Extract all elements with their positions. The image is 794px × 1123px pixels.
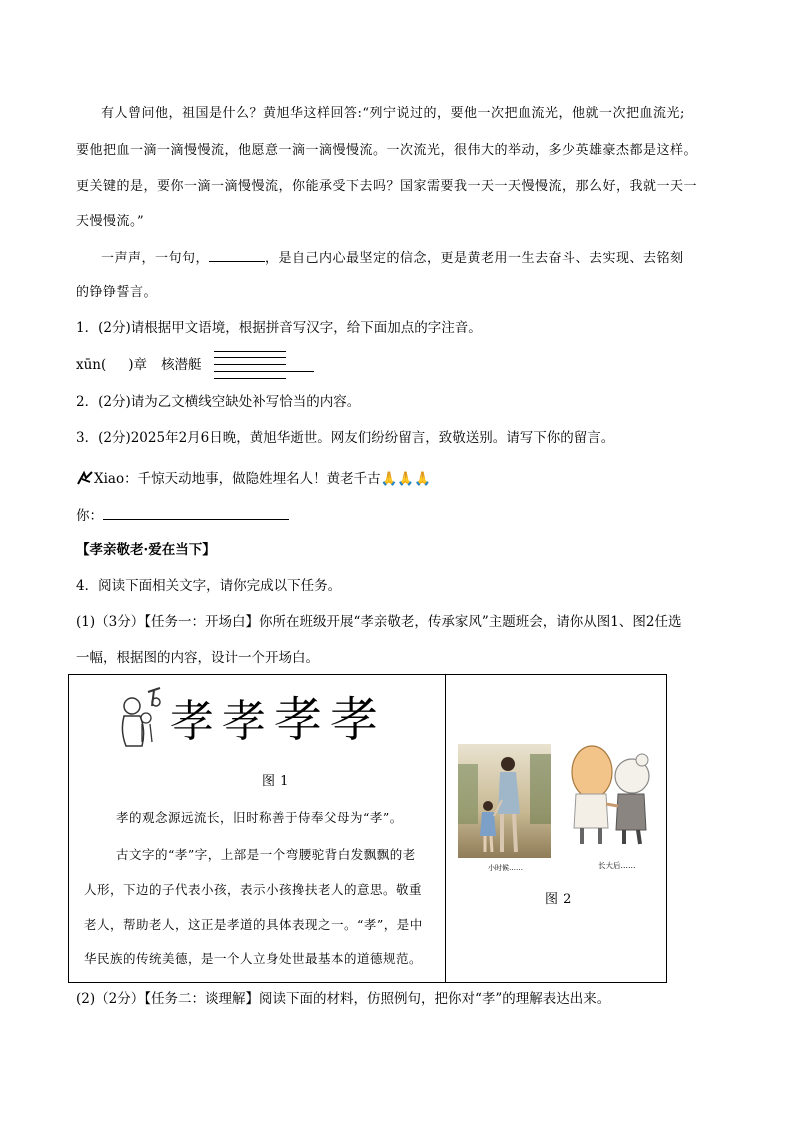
question-4: 4．阅读下面相关文字，请你完成以下任务。	[76, 578, 342, 594]
passage-line-1: 有人曾问他，祖国是什么？黄旭华这样回答:“列宁说过的，要他一次把血流光，他就一次把血流光;	[101, 106, 685, 121]
xiao-char-oracle: 孝	[170, 696, 214, 747]
comment-row	[76, 467, 431, 489]
answer-line-2	[214, 357, 286, 358]
task-1-line-1: (1)（3分）【任务一：开场白】你所在班级开展“孝亲敬老，传承家风”主题班会，请你从图1、图2任选	[76, 614, 682, 630]
comment-user: Xiao：	[94, 471, 138, 487]
figure-1-text-1: 孝的观念源远流长，旧时称善于侍奉父母为“孝”。	[116, 810, 403, 825]
question-1: 1．(2分)请根据甲文语境，根据拼音写汉字，给下面加点的字注音。	[76, 320, 482, 336]
passage-line-2: 要他把血一滴一滴慢慢流，他愿意一滴一滴慢慢流。一次流光，很伟大的举动，多少英雄豪杰都是这样。	[76, 143, 698, 158]
xiao-char-regular: 孝	[330, 692, 379, 748]
grown-up-illustration	[562, 744, 662, 848]
you-label: 你：	[76, 508, 103, 524]
your-comment-row	[76, 505, 289, 526]
childhood-photo	[458, 744, 551, 858]
passage-p2-line-1	[101, 247, 684, 269]
figure-2-label-right: 长大后……	[598, 861, 636, 870]
figure-1-text-4: 老人，帮助老人，这正是孝道的具体表现之一。“孝”，是中	[84, 917, 423, 932]
question-3: 3．(2分)2025年2月6日晚，黄旭华逝世。网友们纷纷留言，致敬送别。请写下你的留言。	[76, 430, 615, 446]
ancient-xiao-characters	[170, 692, 378, 750]
fill-blank-line[interactable]	[209, 247, 265, 262]
figure-2-label-left: 小时候……	[488, 864, 523, 872]
your-comment-line[interactable]	[103, 505, 289, 520]
answer-line-4[interactable]	[214, 371, 314, 372]
figure-2-caption: 图 2	[545, 892, 572, 907]
figure-1-text-5: 华民族的传统美德，是一个人立身处世最基本的道德规范。	[84, 951, 423, 966]
section-heading: 【孝亲敬老·爱在当下】	[76, 542, 216, 558]
xiao-char-seal: 孝	[274, 692, 323, 748]
figure-1-text-3: 人形，下边的子代表小孩，表示小孩搀扶老人的意思。敬重	[84, 882, 423, 897]
passage-p2-part-a: 一声声，一句句，	[101, 251, 210, 266]
task-1-line-2: 一幅，根据图的内容，设计一个开场白。	[76, 650, 319, 666]
comment-text: 千惊天动地事，做隐姓埋名人！黄老千古🙏🙏🙏	[137, 471, 432, 487]
question-1-answer-row	[76, 355, 202, 375]
pinyin-xun: xūn(	[76, 357, 107, 373]
zhang-char: )章	[128, 357, 148, 373]
xiao-char-bronze: 孝	[222, 696, 266, 747]
passage-line-4: 天慢慢流。”	[76, 214, 145, 229]
answer-line-5	[214, 378, 286, 379]
task-2: (2)（2分）【任务二：谈理解】阅读下面的材料，仿照例句，把你对“孝”的理解表达出来。	[76, 991, 611, 1007]
answer-line-3	[214, 364, 286, 365]
figure-1-text-2: 古文字的“孝”字，上部是一个弯腰驼背白发飘飘的老	[116, 847, 416, 862]
figure-1-caption: 图 1	[262, 774, 289, 789]
question-2: 2．(2分)请为乙文横线空缺处补写恰当的内容。	[76, 394, 361, 410]
old-man-child-illustration	[112, 686, 168, 752]
passage-p2-line-2: 的铮铮誓言。	[76, 285, 158, 300]
passage-p2-part-b: ，是自己内心最坚定的信念，更是黄老用一生去奋斗、去实现、去铭刻	[265, 251, 684, 266]
user-avatar-icon	[76, 470, 94, 486]
passage-line-3: 更关键的是，要你一滴一滴慢慢流，你能承受下去吗？国家需要我一天一天慢慢流，那么好，我就一天一	[76, 179, 698, 194]
submarine-word: 核潜艇	[161, 357, 202, 373]
figure-divider	[445, 674, 446, 982]
answer-line-1	[214, 351, 286, 352]
